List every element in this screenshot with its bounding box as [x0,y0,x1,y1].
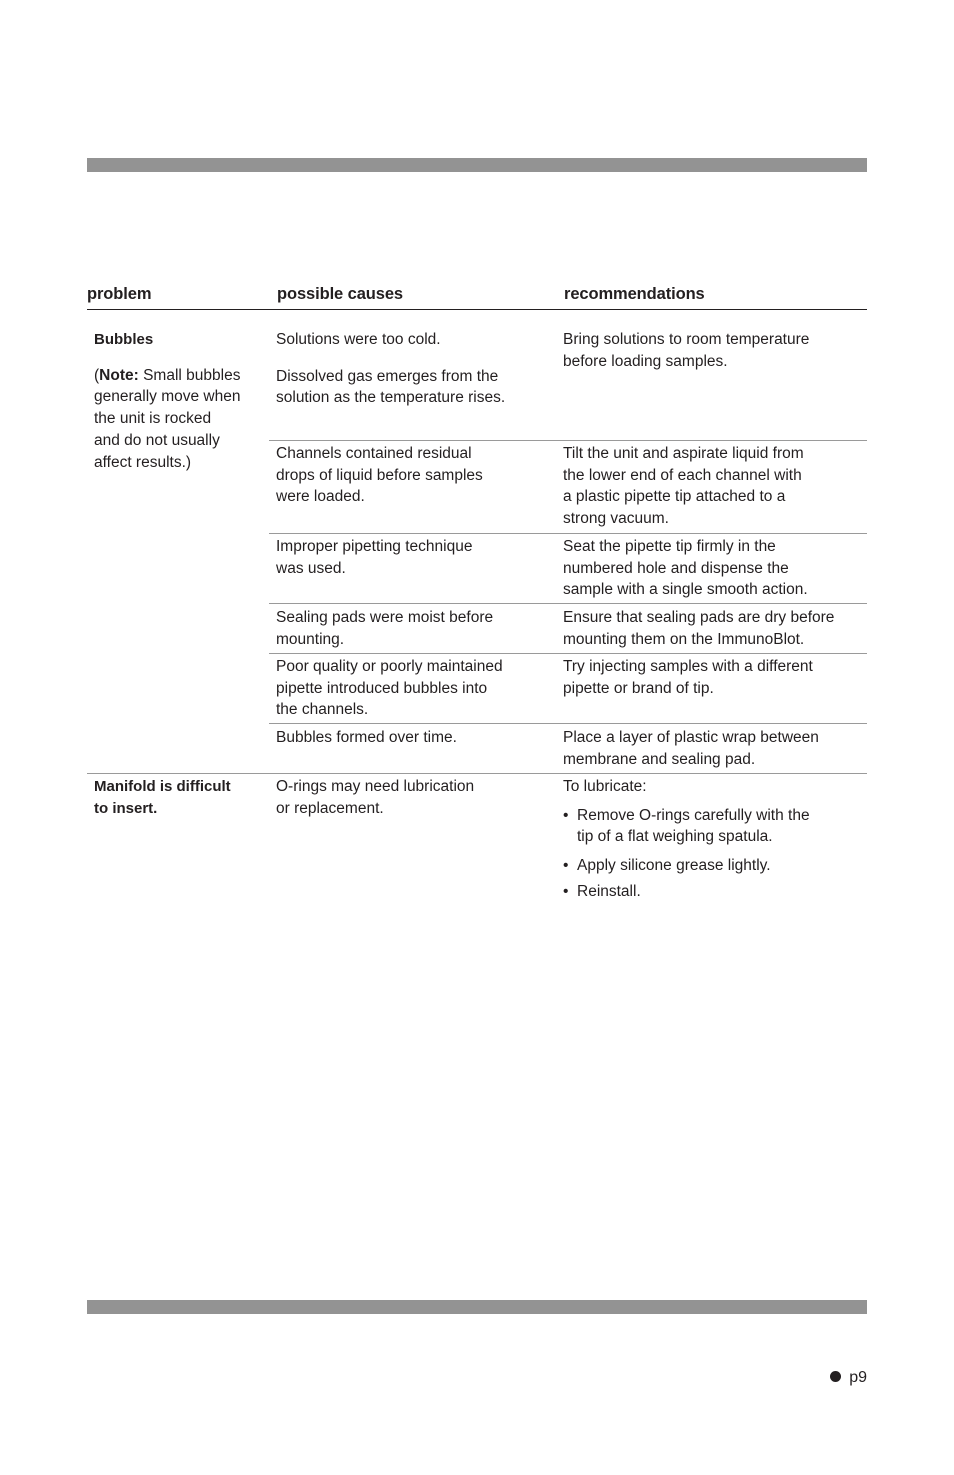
bullet-glyph: • [563,857,569,875]
cause-line: Improper pipetting technique [276,538,473,555]
header-problem: problem [87,285,152,303]
cause-row-6 [276,776,474,819]
cause-row-2 [276,536,472,579]
header-possible-causes: possible causes [277,285,403,303]
recommendation-row-1 [563,443,804,530]
recommendation-line: Try injecting samples with a different [563,658,813,675]
recommendation-row-0 [563,329,809,372]
recommendation-line: pipette or brand of tip. [563,679,714,697]
recommendation-line: the lower end of each channel with [563,466,802,484]
cause-line: O-rings may need lubrication [276,778,475,795]
problem-manifold [94,776,231,819]
recommendation-line: Place a layer of plastic wrap between [563,729,819,746]
cause-line: Solutions were too cold. [276,331,441,348]
note-line: generally move when [94,388,241,406]
bullet-circle-icon [830,1371,841,1382]
problem-title-line: to insert. [94,799,158,817]
cause-line: pipette introduced bubbles into [276,679,488,697]
recommendation-row-2 [563,536,808,601]
cause-row-1 [276,443,483,508]
cause-row-3 [276,607,493,650]
bullet-glyph: • [563,882,569,900]
page-number-text: p9 [849,1369,867,1386]
cause-line: was used. [276,559,346,577]
recommendation-line: mounting them on the ImmunoBlot. [563,630,805,648]
recommendation-line: strong vacuum. [563,510,669,528]
row-divider [269,723,867,724]
recommendation-row-4 [563,656,813,699]
cause-line: Poor quality or poorly maintained [276,658,503,675]
row-divider [269,533,867,534]
recommendation-line: Seat the pipette tip firmly in the [563,538,776,555]
bottom-decorative-bar [87,1300,867,1314]
cause-row-5 [276,727,457,749]
bullet-item [563,881,810,903]
recommendation-row-5 [563,727,819,770]
cause-line: or replacement. [276,799,384,817]
cause-row-4 [276,656,503,721]
cause-line: were loaded. [276,488,365,506]
recommendation-line: before loading samples. [563,352,728,370]
problem-note [94,365,240,387]
cause-line: Dissolved gas emerges from the [276,367,499,385]
bullet-line: Apply silicone grease lightly. [577,857,771,875]
note-line: the unit is rocked [94,410,212,428]
recommendation-line: a plastic pipette tip attached to a [563,488,786,506]
row-divider [269,603,867,604]
cause-line: Bubbles formed over time. [276,729,457,746]
cause-line: Sealing pads were moist before [276,609,494,626]
header-rule [87,309,867,310]
recommendation-line: numbered hole and dispense the [563,559,789,577]
page-number [830,1367,867,1389]
cause-line: the channels. [276,701,369,719]
row-divider [269,653,867,654]
recommendation-row-6 [563,776,810,903]
cause-row-0 [276,329,505,409]
note-line: affect results.) [94,453,192,471]
problem-bubbles [94,329,240,473]
bullet-item [563,855,810,877]
recommendation-line: membrane and sealing pad. [563,750,756,768]
recommendation-line: Bring solutions to room temperature [563,331,810,348]
cause-line: mounting. [276,630,345,648]
top-decorative-bar [87,158,867,172]
recommendation-line: sample with a single smooth action. [563,581,808,599]
recommendation-intro: To lubricate: [563,778,647,795]
problem-title-line: Manifold is difficult [94,778,231,795]
problem-title: Bubbles [94,331,154,348]
recommendation-row-3 [563,607,834,650]
note-text: Small bubbles [138,366,241,384]
bullet-glyph: • [563,806,569,824]
bullet-line: tip of a flat weighing spatula. [577,828,773,846]
header-recommendations: recommendations [564,285,705,303]
recommendation-line: Ensure that sealing pads are dry before [563,609,835,626]
note-line: and do not usually [94,431,220,449]
section-divider [87,773,867,774]
row-divider [269,440,867,441]
bullet-line: Reinstall. [577,882,641,900]
cause-line: Channels contained residual [276,445,472,462]
cause-line: drops of liquid before samples [276,466,483,484]
recommendation-line: Tilt the unit and aspirate liquid from [563,445,804,462]
bullet-line: Remove O-rings carefully with the [577,806,810,824]
cause-line: solution as the temperature rises. [276,389,506,407]
bullet-item [563,805,810,848]
note-label: Note: [99,366,139,384]
note-paren: ( [94,366,100,384]
